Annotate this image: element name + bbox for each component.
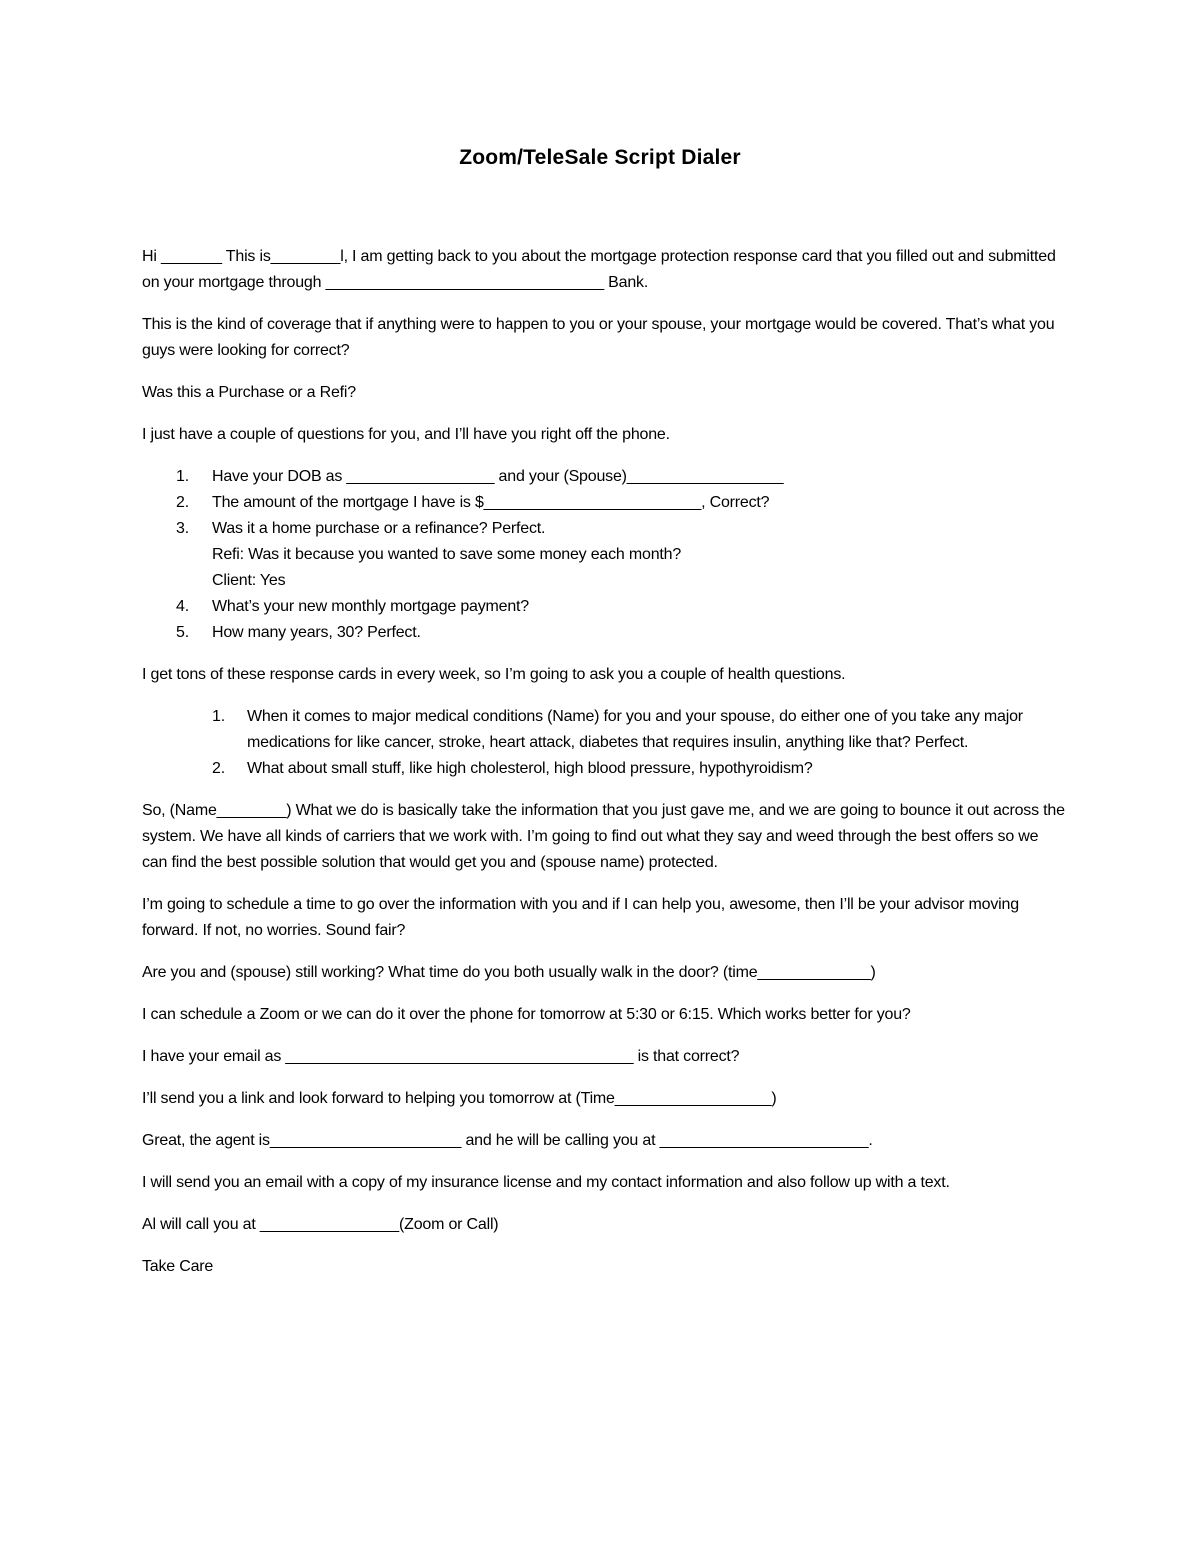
list-number: 2. xyxy=(176,494,189,511)
list-number: 4. xyxy=(176,598,189,615)
paragraph-system: So, (Name________) What we do is basically take the information that you just gave me, and we are going to bounce it out across the system. We have all kinds of carriers that we work with. I’m going to find out what they say and weed through the best offers so we can find the best possible solution that would get you and (spouse name) protected. xyxy=(142,802,1065,871)
list-item xyxy=(142,594,1067,620)
list-item-text: The amount of the mortgage I have is $_________________________, Correct? xyxy=(212,494,770,511)
mortgage-questions-list xyxy=(142,464,1067,646)
list-item-text: How many years, 30? Perfect. xyxy=(212,624,421,641)
paragraph-schedule: I’m going to schedule a time to go over the information with you and if I can help you, awesome, then I’ll be your advisor moving forward. If not, no worries. Sound fair? xyxy=(142,896,1019,939)
paragraph-sign-off: Take Care xyxy=(142,1258,214,1275)
list-item-text: What’s your new monthly mortgage payment? xyxy=(212,598,529,615)
script-body xyxy=(142,244,1067,1296)
list-item-subline: Refi: Was it because you wanted to save some money each month? xyxy=(212,546,682,563)
list-item xyxy=(142,490,1067,516)
list-number: 1. xyxy=(176,468,189,485)
list-item xyxy=(142,464,1067,490)
paragraph-send-link: I’ll send you a link and look forward to helping you tomorrow at (Time__________________) xyxy=(142,1090,777,1107)
list-item xyxy=(142,620,1067,646)
health-questions-list xyxy=(142,704,1067,782)
list-item-text: When it comes to major medical conditions (Name) for you and your spouse, do either one of you take any major medications for like cancer, stroke, heart attack, diabetes that requires insulin, anything like that? Perfect. xyxy=(247,708,1023,751)
list-number: 3. xyxy=(176,520,189,537)
paragraph-zoom-or-phone: I can schedule a Zoom or we can do it over the phone for tomorrow at 5:30 or 6:15. Which works better for you? xyxy=(142,1006,911,1023)
document-title: Zoom/TeleSale Script Dialer xyxy=(459,146,741,169)
list-item-text: Was it a home purchase or a refinance? Perfect. xyxy=(212,520,546,537)
paragraph-health-intro: I get tons of these response cards in every week, so I’m going to ask you a couple of health questions. xyxy=(142,666,846,683)
list-item xyxy=(142,756,1067,782)
list-item-subline: Client: Yes xyxy=(212,572,286,589)
paragraph-questions-intro: I just have a couple of questions for you, and I’ll have you right off the phone. xyxy=(142,426,670,443)
paragraph-email: I have your email as ________________________________________ is that correct? xyxy=(142,1048,740,1065)
list-item xyxy=(142,516,1067,594)
paragraph-coverage: This is the kind of coverage that if anything were to happen to you or your spouse, your mortgage would be covered. That’s what you guys were looking for correct? xyxy=(142,316,1055,359)
paragraph-call-time: Al will call you at ________________(Zoom or Call) xyxy=(142,1216,499,1233)
list-number: 2. xyxy=(212,760,225,777)
paragraph-agent: Great, the agent is______________________ and he will be calling you at ________________________. xyxy=(142,1132,873,1149)
list-item xyxy=(142,704,1067,756)
paragraph-license-email: I will send you an email with a copy of my insurance license and my contact information and also follow up with a text. xyxy=(142,1174,950,1191)
paragraph-working: Are you and (spouse) still working? What time do you both usually walk in the door? (time_____________) xyxy=(142,964,876,981)
list-number: 5. xyxy=(176,624,189,641)
paragraph-purchase-refi: Was this a Purchase or a Refi? xyxy=(142,384,356,401)
list-number: 1. xyxy=(212,708,225,725)
paragraph-greeting: Hi _______ This is________l, I am getting back to you about the mortgage protection response card that you filled out and submitted on your mortgage through ________________________________ Bank. xyxy=(142,248,1056,291)
list-item-text: What about small stuff, like high cholesterol, high blood pressure, hypothyroidism? xyxy=(247,760,813,777)
list-item-text: Have your DOB as _________________ and your (Spouse)__________________ xyxy=(212,468,784,485)
